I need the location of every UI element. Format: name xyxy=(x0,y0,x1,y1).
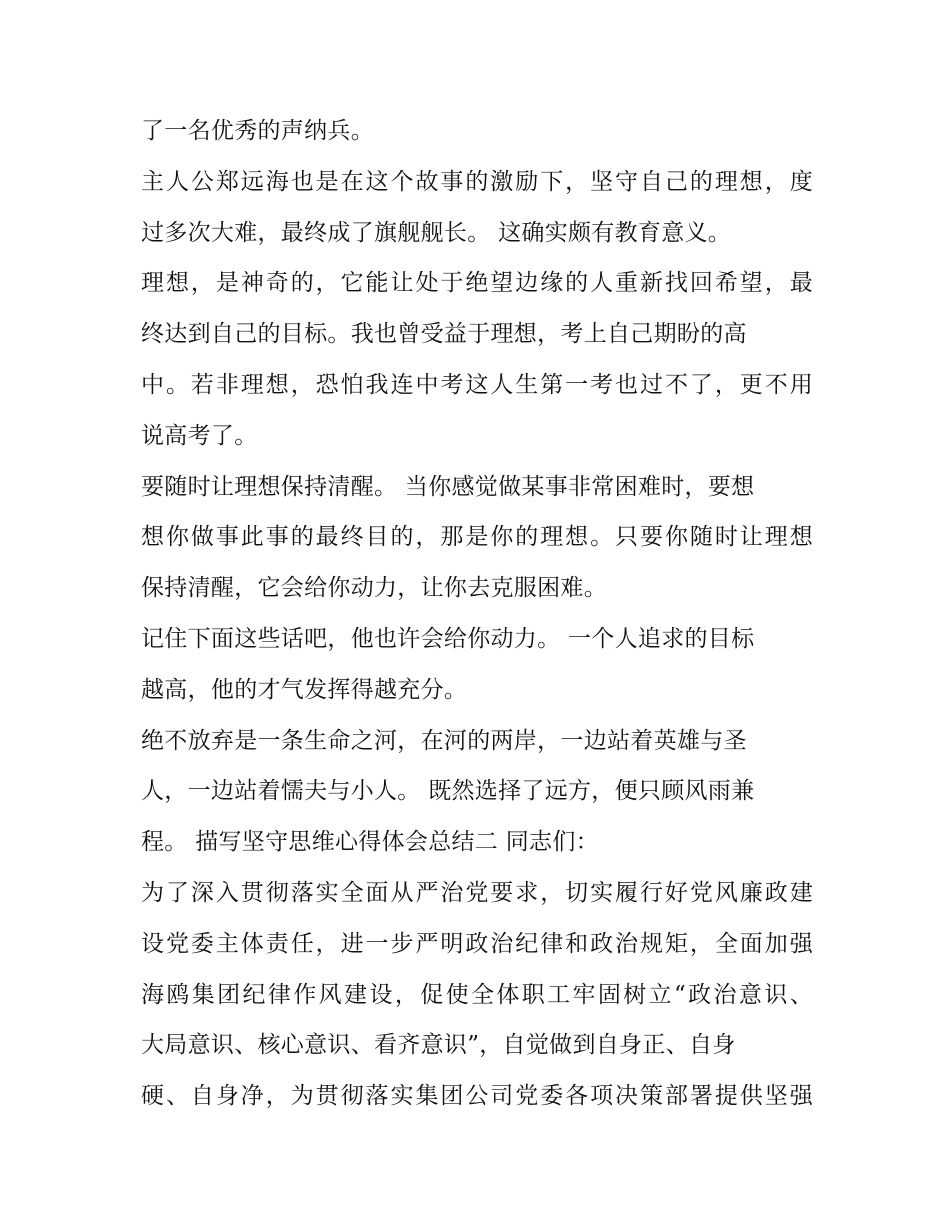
text-line: 中。若非理想，恐怕我连中考这人生第一考也过不了，更不用 xyxy=(141,371,813,398)
text-line: 理想，是神奇的，它能让处于绝望边缘的人重新找回希望，最 xyxy=(141,270,813,297)
text-line: 想你做事此事的最终目的，那是你的理想。只要你随时让理想 xyxy=(141,524,813,551)
text-line: 记住下面这些话吧，他也许会给你动力。 一个人追求的目标 xyxy=(141,625,755,652)
document-body xyxy=(141,106,813,1122)
text-line: 要随时让理想保持清醒。 当你感觉做某事非常困难时，要想 xyxy=(141,473,755,500)
text-line: 程。 描写坚守思维心得体会总结二 同志们： xyxy=(141,829,599,856)
text-line: 主人公郑远海也是在这个故事的激励下，坚守自己的理想，度 xyxy=(141,168,813,195)
text-line: 说高考了。 xyxy=(141,422,258,449)
text-line: 海鸥集团纪律作风建设，促使全体职工牢固树立“政治意识、 xyxy=(141,981,813,1008)
text-line: 了一名优秀的声纳兵。 xyxy=(141,118,374,144)
text-line: 人，一边站着懦夫与小人。 既然选择了远方，便只顾风雨兼 xyxy=(141,778,755,805)
text-line: 为了深入贯彻落实全面从严治党要求，切实履行好党风廉政建 xyxy=(141,879,813,906)
text-line: 终达到自己的目标。我也曾受益于理想，考上自己期盼的高 xyxy=(141,321,747,348)
text-line: 保持清醒，它会给你动力，让你去克服困难。 xyxy=(141,575,607,602)
text-line: 过多次大难，最终成了旗舰舰长。 这确实颇有教育意义。 xyxy=(141,219,732,246)
text-line: 硬、自身净，为贯彻落实集团公司党委各项决策部署提供坚强 xyxy=(141,1083,813,1110)
text-line: 越高，他的才气发挥得越充分。 xyxy=(141,676,468,703)
text-line: 大局意识、核心意识、看齐意识”，自觉做到自身正、自身 xyxy=(141,1032,736,1059)
text-line: 设党委主体责任，进一步严明政治纪律和政治规矩，全面加强 xyxy=(141,930,813,957)
text-line: 绝不放弃是一条生命之河，在河的两岸，一边站着英雄与圣 xyxy=(141,727,747,754)
